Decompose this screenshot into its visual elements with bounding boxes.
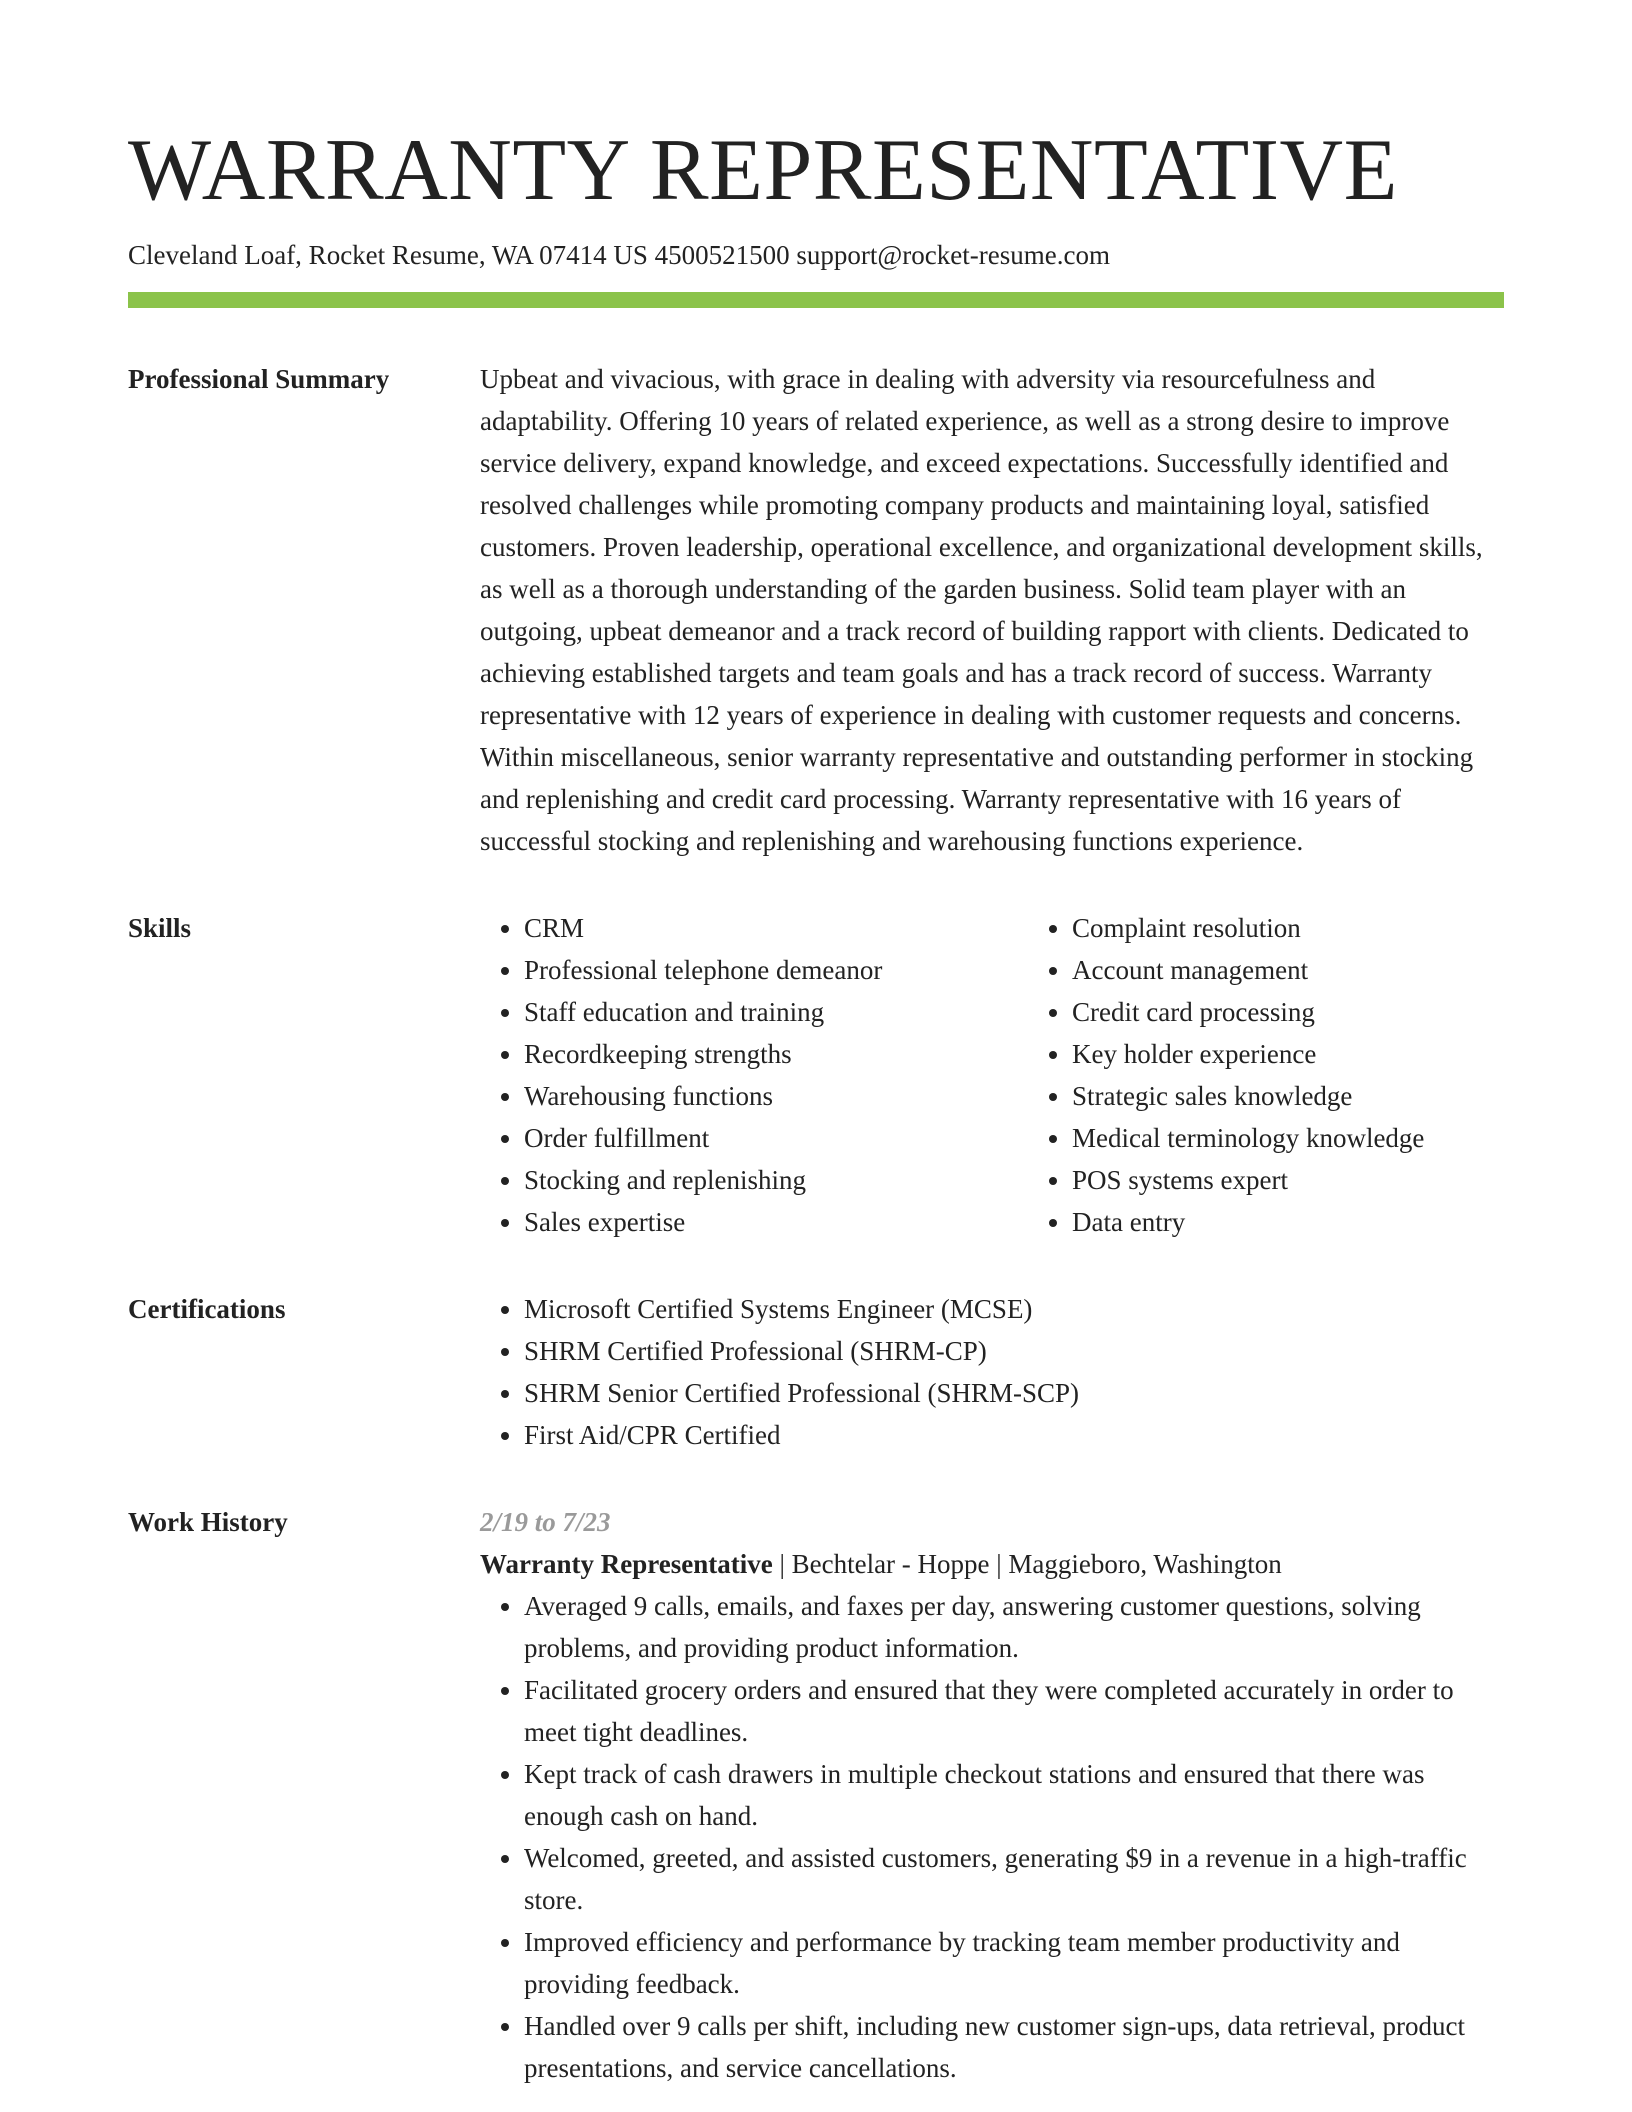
certification-item: • SHRM Senior Certified Professional (SHRM-SCP) (524, 1372, 1504, 1414)
summary-body (480, 358, 1504, 862)
skill-item: • Medical terminology knowledge (1072, 1117, 1576, 1159)
resume-title: WARRANTY REPRESENTATIVE (128, 122, 1398, 219)
skill-item: • Sales expertise (524, 1201, 1028, 1243)
certifications-list (480, 1288, 1504, 1456)
job-duty-item: • Averaged 9 calls, emails, and faxes per day, answering customer questions, solving problems, and providing product information. (524, 1585, 1504, 1669)
job-heading (480, 1543, 1504, 1585)
work-history-section (128, 1501, 1504, 2089)
job-employer-location: | Bechtelar - Hoppe | Maggieboro, Washington (772, 1549, 1282, 1579)
skill-item: • Key holder experience (1072, 1033, 1576, 1075)
skill-item: • Order fulfillment (524, 1117, 1028, 1159)
section-label-skills: Skills (128, 913, 192, 943)
skill-item: • Warehousing functions (524, 1075, 1028, 1117)
skill-item: • POS systems expert (1072, 1159, 1576, 1201)
accent-divider (128, 292, 1504, 308)
certification-item: • First Aid/CPR Certified (524, 1414, 1504, 1456)
job-dates: 2/19 to 7/23 (480, 1507, 611, 1537)
skill-item: • Professional telephone demeanor (524, 949, 1028, 991)
job-duty-item: • Kept track of cash drawers in multiple checkout stations and ensured that there was enough cash on hand. (524, 1753, 1504, 1837)
certifications-section (128, 1288, 1504, 1456)
contact-info: Cleveland Loaf, Rocket Resume, WA 07414 US 4500521500 support@rocket-resume.com (128, 240, 1110, 270)
skill-item: • Recordkeeping strengths (524, 1033, 1028, 1075)
section-label-summary: Professional Summary (128, 364, 390, 394)
summary-text: Upbeat and vivacious, with grace in dealing with adversity via resourcefulness and adaptability. Offering 10 years of related experience, as well as a strong desire to improve service delivery, expand knowledge, and exceed expectations. Successfully identified and resolved challenges while promoting company products and maintaining loyal, satisfied customers. Proven leadership, operational excellence, and organizational development skills, as well as a thorough understanding of the garden business. Solid team player with an outgoing, upbeat demeanor and a track record of building rapport with clients. Dedicated to achieving established targets and team goals and has a track record of success. Warranty representative with 12 years of experience in dealing with customer requests and concerns. Within miscellaneous, senior warranty representative and outstanding performer in stocking and replenishing and credit card processing. Warranty representative with 16 years of successful stocking and replenishing and warehousing functions experience. (480, 364, 1483, 856)
certification-item: • SHRM Certified Professional (SHRM-CP) (524, 1330, 1504, 1372)
job-duties-list (480, 1585, 1504, 2089)
job-duty-item: • Handled over 9 calls per shift, including new customer sign-ups, data retrieval, product presentations, and service cancellations. (524, 2005, 1504, 2089)
skills-list-left (480, 907, 1028, 1243)
skill-item: • Credit card processing (1072, 991, 1576, 1033)
skill-item: • Account management (1072, 949, 1576, 991)
job-duty-item: • Facilitated grocery orders and ensured that they were completed accurately in order to meet tight deadlines. (524, 1669, 1504, 1753)
job-duty-item: • Welcomed, greeted, and assisted customers, generating $9 in a revenue in a high-traffic store. (524, 1837, 1504, 1921)
skill-item: • Data entry (1072, 1201, 1576, 1243)
skill-item: • CRM (524, 907, 1028, 949)
skills-body (480, 907, 1576, 1243)
section-label-work-history: Work History (128, 1507, 288, 1537)
skill-item: • Staff education and training (524, 991, 1028, 1033)
resume-page (128, 0, 1504, 2089)
skill-item: • Complaint resolution (1072, 907, 1576, 949)
job-duty-item: • Improved efficiency and performance by tracking team member productivity and providing feedback. (524, 1921, 1504, 2005)
section-label-certifications: Certifications (128, 1294, 286, 1324)
job-title: Warranty Representative (480, 1549, 773, 1579)
work-history-body (480, 1501, 1504, 2089)
summary-section (128, 358, 1504, 862)
skills-section (128, 907, 1504, 1243)
skill-item: • Stocking and replenishing (524, 1159, 1028, 1201)
certification-item: • Microsoft Certified Systems Engineer (MCSE) (524, 1288, 1504, 1330)
certifications-body (480, 1288, 1504, 1456)
skills-list-right (1028, 907, 1576, 1243)
skill-item: • Strategic sales knowledge (1072, 1075, 1576, 1117)
